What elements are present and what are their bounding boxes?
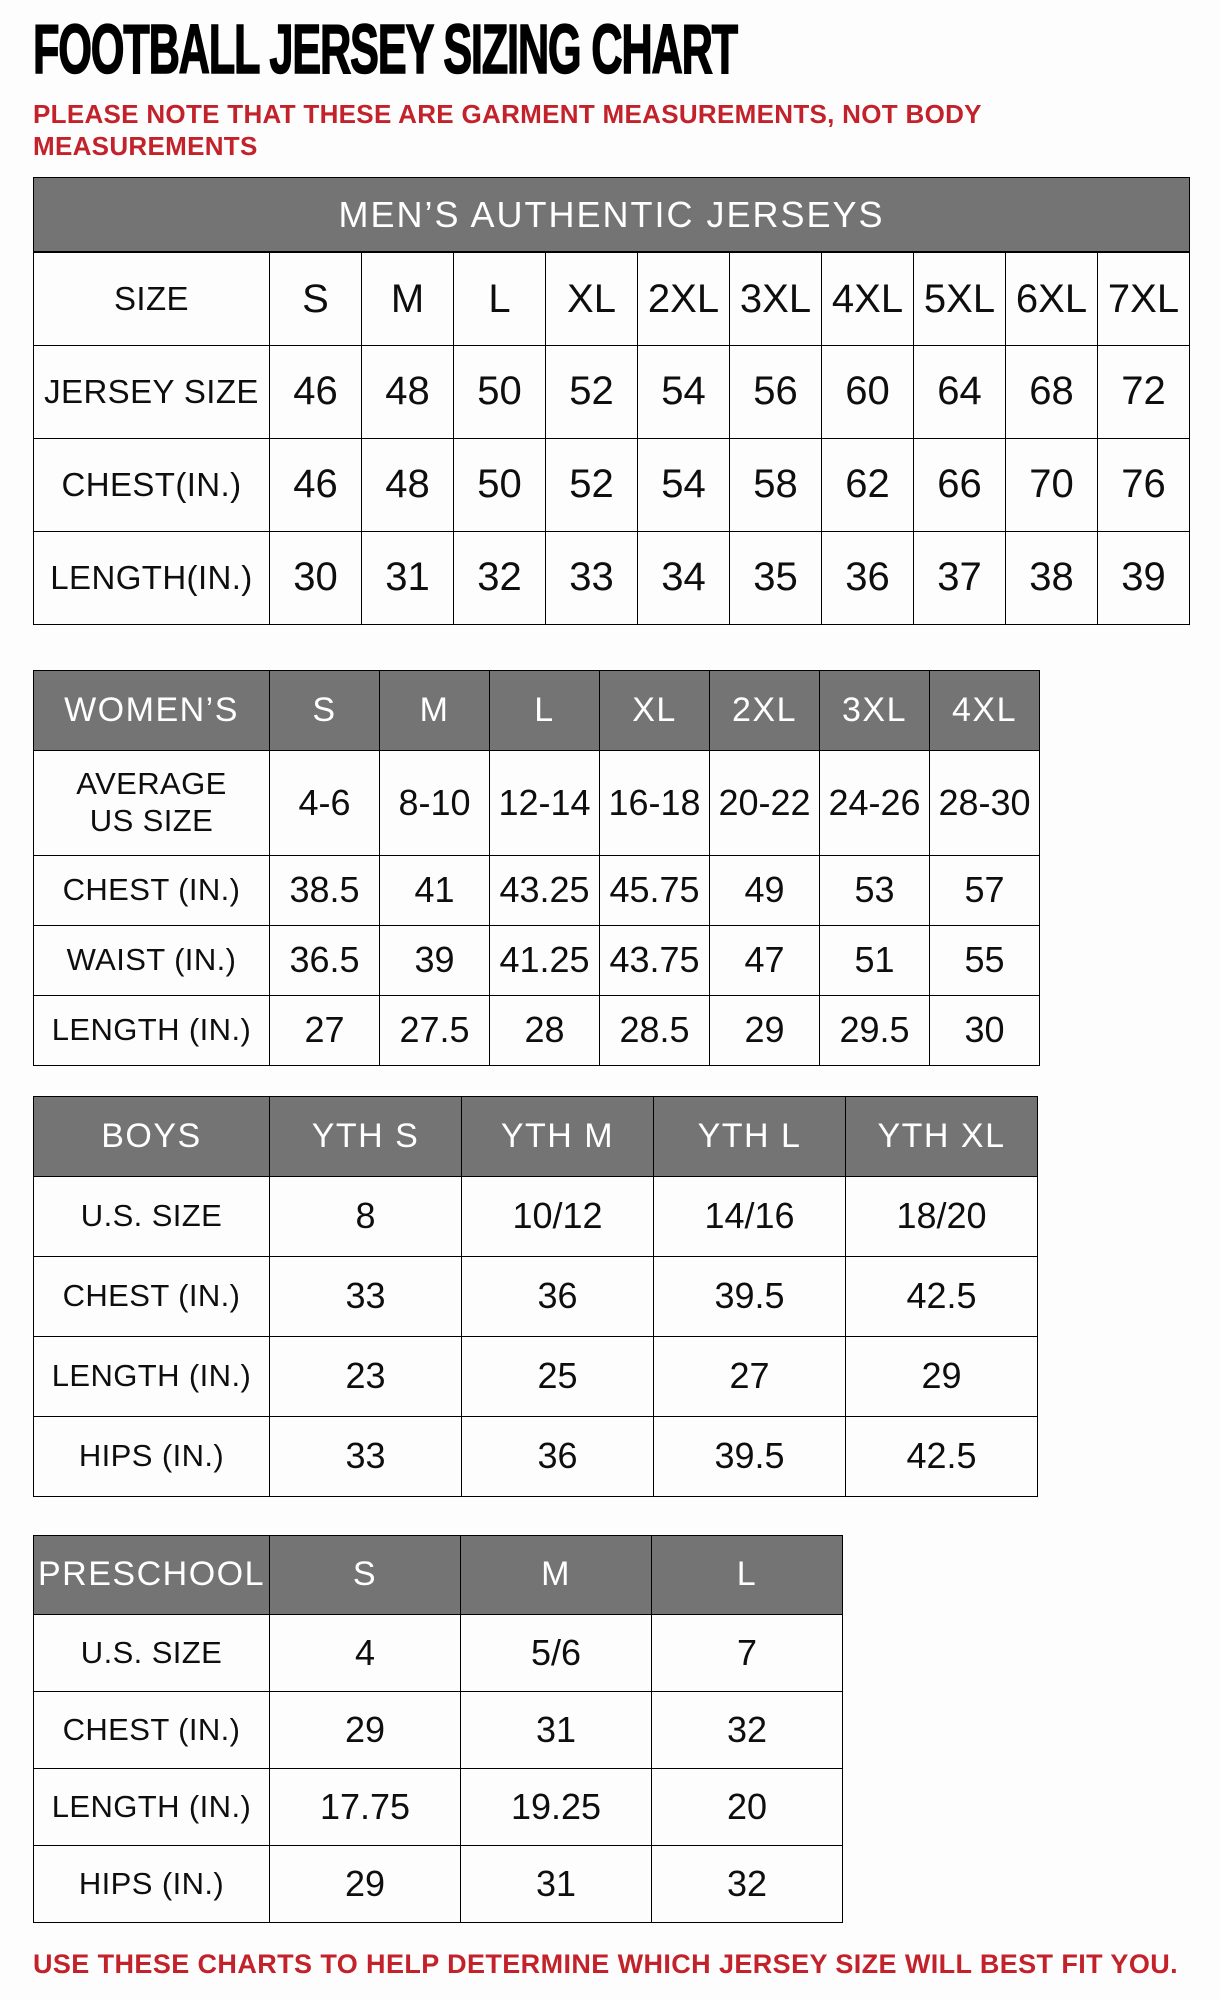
cell: 29.5 bbox=[820, 995, 930, 1065]
cell: 2XL bbox=[638, 252, 730, 345]
cell: 3XL bbox=[730, 252, 822, 345]
cell: 39.5 bbox=[654, 1256, 846, 1336]
cell: 38 bbox=[1006, 531, 1098, 624]
column-header: S bbox=[270, 1535, 461, 1614]
cell: XL bbox=[546, 252, 638, 345]
cell: 42.5 bbox=[846, 1256, 1038, 1336]
cell: L bbox=[454, 252, 546, 345]
row-label: SIZE bbox=[34, 252, 270, 345]
boys-header-label: BOYS bbox=[34, 1096, 270, 1176]
column-header: M bbox=[380, 670, 490, 750]
cell: 47 bbox=[710, 925, 820, 995]
table-row bbox=[34, 345, 1190, 438]
cell: 66 bbox=[914, 438, 1006, 531]
cell: 33 bbox=[270, 1256, 462, 1336]
row-label: CHEST (IN.) bbox=[34, 1256, 270, 1336]
cell: 32 bbox=[454, 531, 546, 624]
cell: 8-10 bbox=[380, 750, 490, 855]
cell: 12-14 bbox=[490, 750, 600, 855]
row-label: CHEST (IN.) bbox=[34, 855, 270, 925]
cell: 51 bbox=[820, 925, 930, 995]
cell: 29 bbox=[270, 1691, 461, 1768]
cell: 17.75 bbox=[270, 1768, 461, 1845]
cell: 48 bbox=[362, 438, 454, 531]
cell: 45.75 bbox=[600, 855, 710, 925]
cell: 27 bbox=[270, 995, 380, 1065]
mens-authentic-jerseys-table bbox=[33, 177, 1190, 625]
row-label: LENGTH (IN.) bbox=[34, 1336, 270, 1416]
cell: 38.5 bbox=[270, 855, 380, 925]
table-row bbox=[34, 1176, 1038, 1256]
cell: 28-30 bbox=[930, 750, 1040, 855]
column-header: YTH XL bbox=[846, 1096, 1038, 1176]
cell: 64 bbox=[914, 345, 1006, 438]
cell: 25 bbox=[462, 1336, 654, 1416]
cell: 39.5 bbox=[654, 1416, 846, 1496]
cell: 29 bbox=[846, 1336, 1038, 1416]
cell: 7 bbox=[652, 1614, 843, 1691]
row-label: HIPS (IN.) bbox=[34, 1416, 270, 1496]
cell: 39 bbox=[1098, 531, 1190, 624]
column-header: L bbox=[490, 670, 600, 750]
cell: 53 bbox=[820, 855, 930, 925]
cell: 4XL bbox=[822, 252, 914, 345]
table-row bbox=[34, 531, 1190, 624]
cell: 33 bbox=[546, 531, 638, 624]
column-header: 3XL bbox=[820, 670, 930, 750]
row-label: JERSEY SIZE bbox=[34, 345, 270, 438]
column-header: 4XL bbox=[930, 670, 1040, 750]
row-label: CHEST(IN.) bbox=[34, 438, 270, 531]
cell: 60 bbox=[822, 345, 914, 438]
cell: 35 bbox=[730, 531, 822, 624]
cell: 4-6 bbox=[270, 750, 380, 855]
cell: S bbox=[270, 252, 362, 345]
cell: 8 bbox=[270, 1176, 462, 1256]
cell: 52 bbox=[546, 438, 638, 531]
cell: 54 bbox=[638, 345, 730, 438]
table-header-row bbox=[34, 1096, 1038, 1176]
cell: 20 bbox=[652, 1768, 843, 1845]
cell: 43.25 bbox=[490, 855, 600, 925]
table-row bbox=[34, 1336, 1038, 1416]
cell: 24-26 bbox=[820, 750, 930, 855]
cell: M bbox=[362, 252, 454, 345]
cell: 23 bbox=[270, 1336, 462, 1416]
table-header-row bbox=[34, 670, 1040, 750]
cell: 39 bbox=[380, 925, 490, 995]
cell: 41 bbox=[380, 855, 490, 925]
cell: 68 bbox=[1006, 345, 1098, 438]
cell: 29 bbox=[270, 1845, 461, 1922]
cell: 49 bbox=[710, 855, 820, 925]
table-row bbox=[34, 1614, 843, 1691]
preschool-header-label: PRESCHOOL bbox=[34, 1535, 270, 1614]
cell: 62 bbox=[822, 438, 914, 531]
cell: 34 bbox=[638, 531, 730, 624]
table-row bbox=[34, 925, 1040, 995]
cell: 32 bbox=[652, 1845, 843, 1922]
cell: 55 bbox=[930, 925, 1040, 995]
cell: 70 bbox=[1006, 438, 1098, 531]
garment-measurement-note bbox=[33, 99, 1192, 161]
cell: 19.25 bbox=[461, 1768, 652, 1845]
cell: 28 bbox=[490, 995, 600, 1065]
row-label: LENGTH(IN.) bbox=[34, 531, 270, 624]
note-line-1: PLEASE NOTE THAT THESE ARE GARMENT MEASUREMENTS, NOT BODY bbox=[33, 99, 982, 130]
row-label: LENGTH (IN.) bbox=[34, 1768, 270, 1845]
cell: 14/16 bbox=[654, 1176, 846, 1256]
cell: 20-22 bbox=[710, 750, 820, 855]
cell: 37 bbox=[914, 531, 1006, 624]
table-row bbox=[34, 750, 1040, 855]
row-label: HIPS (IN.) bbox=[34, 1845, 270, 1922]
cell: 7XL bbox=[1098, 252, 1190, 345]
cell: 33 bbox=[270, 1416, 462, 1496]
womens-header-label: WOMEN’S bbox=[34, 670, 270, 750]
cell: 43.75 bbox=[600, 925, 710, 995]
womens-sizing-table bbox=[33, 670, 1040, 1066]
cell: 36.5 bbox=[270, 925, 380, 995]
row-label: CHEST (IN.) bbox=[34, 1691, 270, 1768]
cell: 54 bbox=[638, 438, 730, 531]
cell: 58 bbox=[730, 438, 822, 531]
cell: 36 bbox=[462, 1416, 654, 1496]
row-label: AVERAGE US SIZE bbox=[34, 750, 270, 855]
cell: 50 bbox=[454, 345, 546, 438]
cell: 32 bbox=[652, 1691, 843, 1768]
table-row bbox=[34, 1691, 843, 1768]
note-line-2: MEASUREMENTS bbox=[33, 130, 258, 161]
cell: 57 bbox=[930, 855, 1040, 925]
cell: 41.25 bbox=[490, 925, 600, 995]
table-row bbox=[34, 1416, 1038, 1496]
row-label: LENGTH (IN.) bbox=[34, 995, 270, 1065]
cell: 50 bbox=[454, 438, 546, 531]
cell: 76 bbox=[1098, 438, 1190, 531]
table-header-row bbox=[34, 1535, 843, 1614]
table-row bbox=[34, 1768, 843, 1845]
column-header: 2XL bbox=[710, 670, 820, 750]
cell: 5XL bbox=[914, 252, 1006, 345]
cell: 31 bbox=[461, 1845, 652, 1922]
table-row bbox=[34, 1256, 1038, 1336]
page-title bbox=[33, 10, 1192, 88]
column-header: L bbox=[652, 1535, 843, 1614]
column-header: S bbox=[270, 670, 380, 750]
row-label: U.S. SIZE bbox=[34, 1614, 270, 1691]
mens-banner-row bbox=[34, 177, 1190, 252]
cell: 36 bbox=[462, 1256, 654, 1336]
table-row bbox=[34, 1845, 843, 1922]
column-header: YTH L bbox=[654, 1096, 846, 1176]
cell: 5/6 bbox=[461, 1614, 652, 1691]
cell: 27 bbox=[654, 1336, 846, 1416]
cell: 29 bbox=[710, 995, 820, 1065]
row-label: U.S. SIZE bbox=[34, 1176, 270, 1256]
table-row bbox=[34, 438, 1190, 531]
cell: 31 bbox=[461, 1691, 652, 1768]
row-label: WAIST (IN.) bbox=[34, 925, 270, 995]
cell: 56 bbox=[730, 345, 822, 438]
cell: 30 bbox=[270, 531, 362, 624]
column-header: M bbox=[461, 1535, 652, 1614]
cell: 28.5 bbox=[600, 995, 710, 1065]
cell: 10/12 bbox=[462, 1176, 654, 1256]
cell: 6XL bbox=[1006, 252, 1098, 345]
table-row bbox=[34, 252, 1190, 345]
cell: 30 bbox=[930, 995, 1040, 1065]
cell: 72 bbox=[1098, 345, 1190, 438]
cell: 48 bbox=[362, 345, 454, 438]
column-header: XL bbox=[600, 670, 710, 750]
page-title-text: FOOTBALL JERSEY SIZING CHART bbox=[33, 10, 737, 88]
column-header: YTH S bbox=[270, 1096, 462, 1176]
cell: 46 bbox=[270, 345, 362, 438]
cell: 36 bbox=[822, 531, 914, 624]
cell: 46 bbox=[270, 438, 362, 531]
footer-note: USE THESE CHARTS TO HELP DETERMINE WHICH JERSEY SIZE WILL BEST FIT YOU. bbox=[33, 1948, 1179, 1979]
cell: 27.5 bbox=[380, 995, 490, 1065]
mens-table-banner: MEN’S AUTHENTIC JERSEYS bbox=[34, 177, 1190, 252]
column-header: YTH M bbox=[462, 1096, 654, 1176]
cell: 52 bbox=[546, 345, 638, 438]
cell: 31 bbox=[362, 531, 454, 624]
cell: 16-18 bbox=[600, 750, 710, 855]
cell: 42.5 bbox=[846, 1416, 1038, 1496]
table-row bbox=[34, 855, 1040, 925]
table-row bbox=[34, 995, 1040, 1065]
boys-sizing-table bbox=[33, 1096, 1038, 1497]
cell: 4 bbox=[270, 1614, 461, 1691]
cell: 18/20 bbox=[846, 1176, 1038, 1256]
preschool-sizing-table bbox=[33, 1535, 843, 1923]
